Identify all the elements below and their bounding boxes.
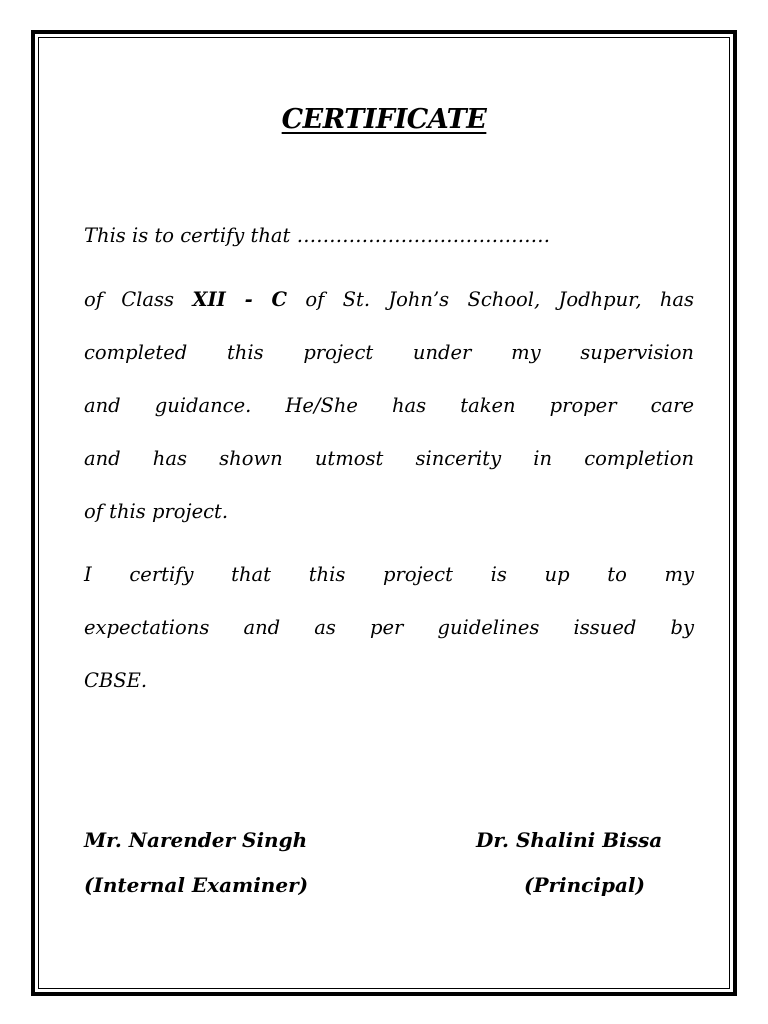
certificate-line-8: expectations and as per guidelines issued by — [84, 616, 694, 639]
class-prefix-text: of Class — [84, 288, 175, 311]
class-value: XII - C — [192, 288, 288, 311]
certificate-title-text: CERTIFICATE — [281, 104, 487, 135]
certificate-line-3: completed this project under my supervision — [84, 341, 694, 364]
signatory-left-name: Mr. Narender Singh — [84, 828, 308, 852]
certificate-title — [0, 104, 768, 135]
school-text: of St. John’s School, Jodhpur, has — [305, 288, 695, 311]
certificate-line-4: and guidance. He/She has taken proper care — [84, 394, 694, 417]
signatory-right-name: Dr. Shalini Bissa — [476, 828, 663, 852]
signatory-right-role: (Principal) — [524, 873, 645, 897]
signatory-left-role: (Internal Examiner) — [84, 873, 309, 897]
certificate-line-7: I certify that this project is up to my — [84, 563, 694, 586]
certificate-line-1: This is to certify that ………………………………… — [84, 224, 551, 247]
certificate-line-6: of this project. — [84, 500, 229, 523]
certificate-line-2 — [84, 288, 694, 312]
certificate-line-9: CBSE. — [84, 669, 148, 692]
certificate-line-5: and has shown utmost sincerity in completion — [84, 447, 694, 470]
